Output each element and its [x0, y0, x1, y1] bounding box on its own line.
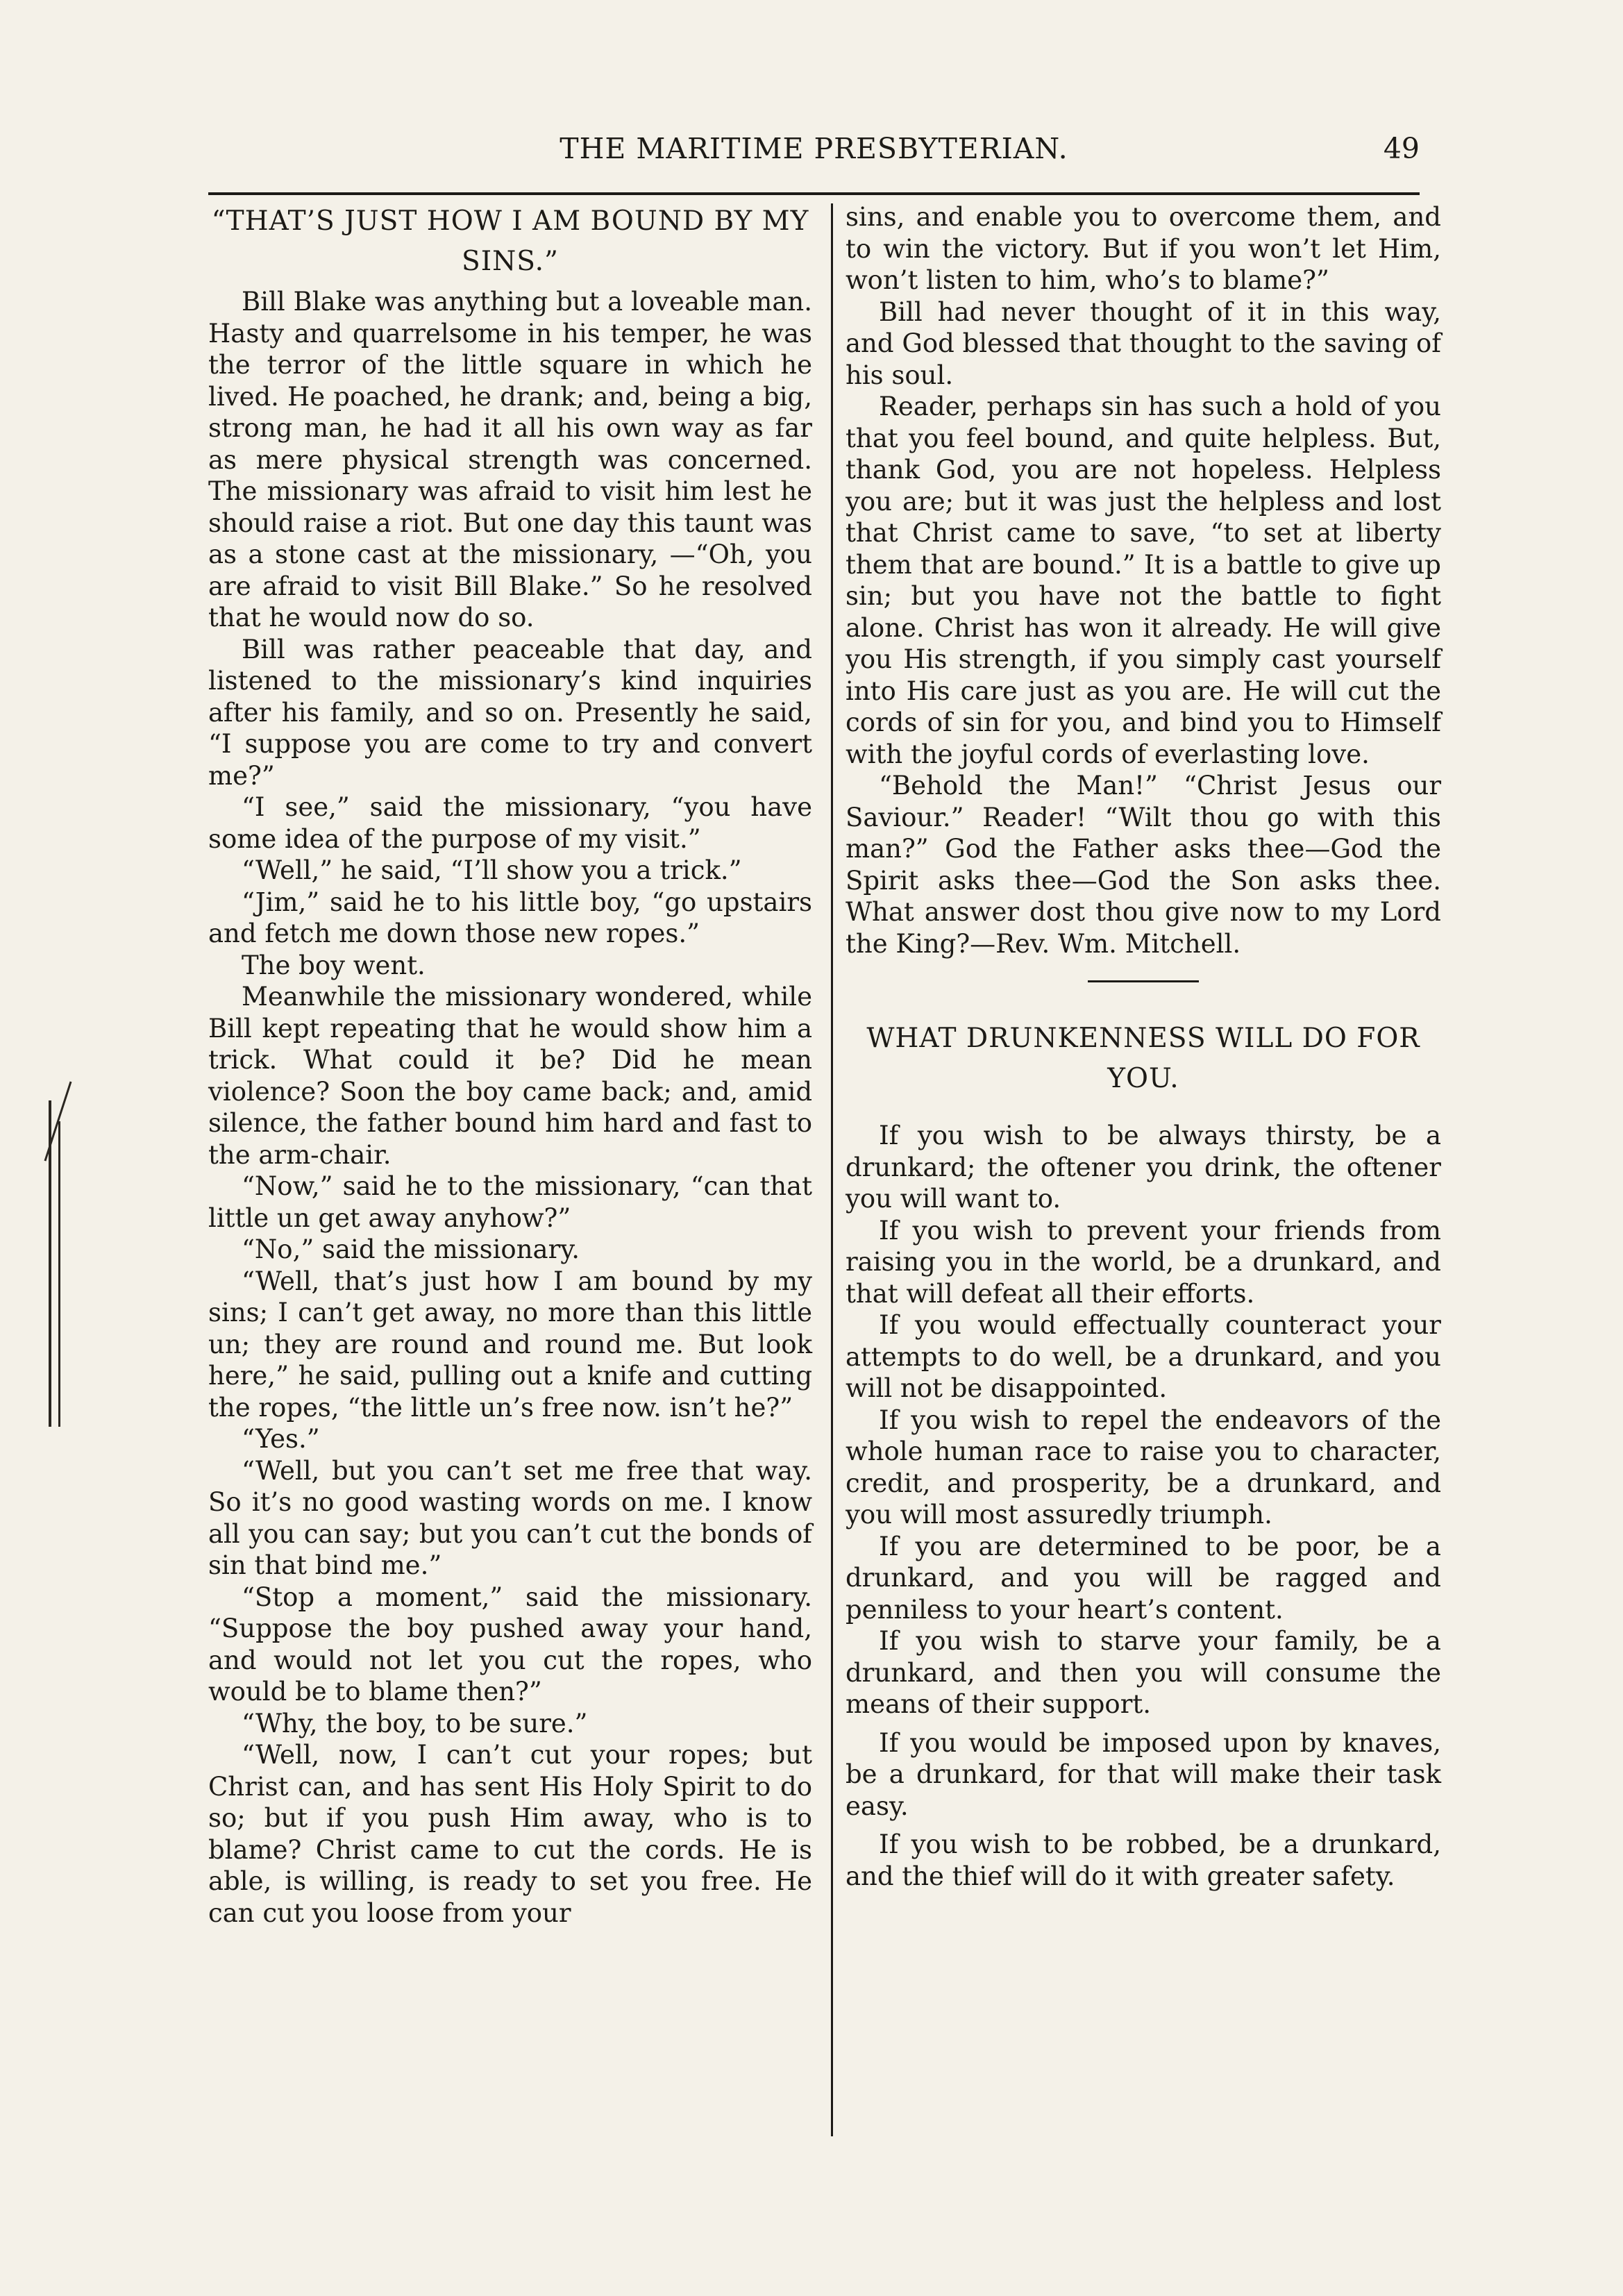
left-column	[208, 201, 812, 1929]
article-paragraph: Reader, perhaps sin has such a hold of you that you feel bound, and quite helpless. But, thank God, you are not hopeless. Helpless you are; but it was just the helpless and lost that Christ came to save, “to set at liberty them that are bound.” It is a battle to give up sin; but you have not the battle to fight alone. Christ has won it already. He will give you His strength, if you simply cast yourself into His care just as you are. He will cut the cords of sin for you, and bind you to Himself with the joyful cords of everlasting love.	[846, 392, 1441, 769]
article-paragraph: “Yes.”	[242, 1424, 320, 1454]
article-paragraph: Meanwhile the missionary wondered, while Bill kept repeating that he would show him a trick. What could it be? Did he mean violence? Soon the boy came back; and, amid silence, the father bound him hard and fast to the arm-chair.	[208, 982, 812, 1170]
article-paragraph: “Jim,” said he to his little boy, “go upstairs and fetch me down those new ropes.”	[208, 887, 812, 948]
article-paragraph: “Well, now, I can’t cut your ropes; but Christ can, and has sent His Holy Spirit to do so; but if you push Him away, who is to blame? Christ came to cut the cords. He is able, is willing, is ready to set you free. He can cut you loose from your	[208, 1740, 812, 1928]
article-paragraph: If you wish to be always thirsty, be a drunkard; the oftener you drink, the oftener you will want to.	[846, 1121, 1441, 1214]
header-rule	[208, 192, 1420, 195]
article-paragraph: “Why, the boy, to be sure.”	[242, 1708, 588, 1738]
margin-bar-mark	[58, 1121, 60, 1427]
column-divider	[831, 203, 833, 2136]
article-paragraph: “Now,” said he to the missionary, “can that little un get away anyhow?”	[208, 1171, 812, 1233]
article-paragraph: Bill was rather peaceable that day, and listened to the missionary’s kind inquiries after his family, and so on. Presently he said, “I suppose you are come to try and convert me?”	[208, 634, 812, 791]
article-paragraph: “No,” said the missionary.	[242, 1234, 580, 1264]
article-paragraph: “Behold the Man!” “Christ Jesus our Saviour.” Reader! “Wilt thou go with this man?” God the Father asks thee—God the Spirit asks thee—God the Son asks thee. What answer dost thou give now to my Lord the King?—Rev. Wm. Mitchell.	[846, 771, 1441, 959]
article-paragraph: “Well,” he said, “I’ll show you a trick.”	[242, 855, 742, 885]
page-number: 49	[1383, 132, 1420, 165]
article-paragraph: “Stop a moment,” said the missionary. “Suppose the boy pushed away your hand, and would not let you cut the ropes, who would be to blame then?”	[208, 1582, 812, 1707]
article-paragraph-continued: sins, and enable you to overcome them, and to win the victory. But if you won’t let Him, won’t listen to him, who’s to blame?”	[846, 202, 1441, 295]
article-paragraph: Bill had never thought of it in this way, and God blessed that thought to the saving of his soul.	[846, 296, 1441, 390]
article-paragraph: If you wish to repel the endeavors of the whole human race to raise you to character, credit, and prosperity, be a drunkard, and you will most assuredly triumph.	[846, 1405, 1441, 1530]
margin-annotation-mark	[43, 1080, 71, 1441]
article-paragraph: “Well, that’s just how I am bound by my sins; I can’t get away, no more than this little un; they are round and round me. But look here,” he said, pulling out a knife and cutting the ropes, “the little un’s free now. isn’t he?”	[208, 1266, 812, 1423]
margin-bar-mark	[49, 1100, 51, 1427]
article-paragraph: The boy went.	[242, 950, 426, 980]
article-heading-drunkenness: WHAT DRUNKENNESS WILL DO FOR YOU.	[866, 1023, 1420, 1094]
article-paragraph: If you would effectually counteract your attempts to do well, be a drunkard, and you will not be disappointed.	[846, 1310, 1441, 1403]
page-header	[208, 126, 1420, 175]
article-paragraph: If you wish to prevent your friends from raising you in the world, be a drunkard, and that will defeat all their efforts.	[846, 1215, 1441, 1309]
article-paragraph: “I see,” said the missionary, “you have some idea of the purpose of my visit.”	[208, 792, 812, 854]
article-paragraph: If you are determined to be poor, be a drunkard, and you will be ragged and penniless to your heart’s content.	[846, 1531, 1441, 1625]
article-paragraph: Bill Blake was anything but a loveable man. Hasty and quarrelsome in his temper, he was the terror of the little square in which he lived. He poached, he drank; and, being a big, strong man, he had it all his own way as far as mere physical strength was concerned. The missionary was afraid to visit him lest he should raise a riot. But one day this taunt was as a stone cast at the missionary, —“Oh, you are afraid to visit Bill Blake.” So he resolved that he would now do so.	[208, 287, 812, 632]
right-column	[846, 201, 1441, 1892]
publication-title: THE MARITIME PRESBYTERIAN.	[560, 132, 1068, 165]
article-paragraph: If you wish to be robbed, be a drunkard, and the thief will do it with greater safety.	[846, 1829, 1441, 1891]
article-paragraph: “Well, but you can’t set me free that way. So it’s no good wasting words on me. I know all you can say; but you can’t cut the bonds of sin that bind me.”	[208, 1455, 812, 1580]
article-paragraph: If you would be imposed upon by knaves, be a drunkard, for that will make their task easy.	[846, 1727, 1441, 1821]
section-divider-rule	[1088, 980, 1199, 982]
article-heading-bound-by-sins: “THAT’S JUST HOW I AM BOUND BY MY SINS.”	[211, 206, 809, 277]
article-paragraph: If you wish to starve your family, be a drunkard, and then you will consume the means of their support.	[846, 1626, 1441, 1719]
